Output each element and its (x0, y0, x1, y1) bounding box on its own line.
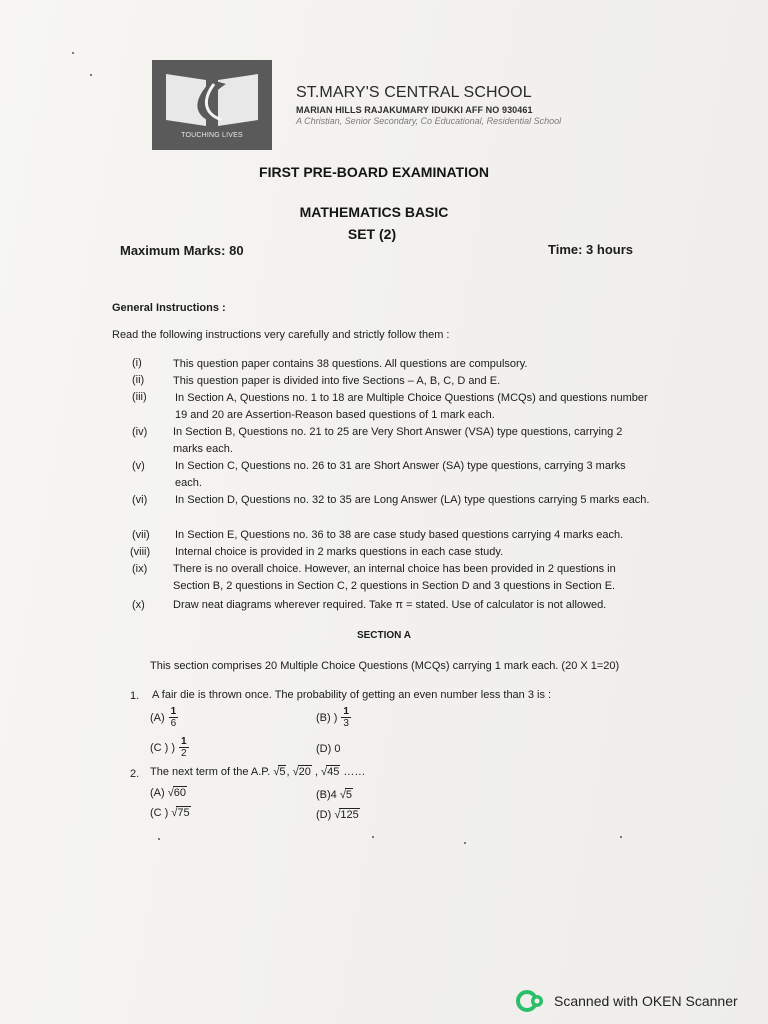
option-c (150, 736, 189, 759)
option-d: (D) √ 125 (316, 808, 359, 821)
radicand: 60 (173, 787, 187, 799)
option-label: (B) ) (316, 711, 338, 724)
school-address: MARIAN HILLS RAJAKUMARY IDUKKI AFF NO 930461 (296, 105, 533, 115)
instructions-intro: Read the following instructions very carefully and strictly follow them : (112, 329, 450, 341)
fraction (169, 706, 179, 729)
school-name: ST.MARY'S CENTRAL SCHOOL (296, 84, 532, 101)
option-label: (D) (316, 808, 332, 821)
exam-subject: MATHEMATICS BASIC (299, 204, 449, 220)
speck (72, 52, 74, 54)
denominator: 3 (343, 718, 349, 729)
radicand: 20 (298, 766, 311, 778)
instruction-text: This question paper is divided into five Sections – A, B, C, D and E. (173, 375, 501, 387)
option-label: (C ) (150, 806, 169, 819)
section-a-description: This section comprises 20 Multiple Choice Questions (MCQs) carrying 1 mark each. (20 X 1=20) (150, 660, 620, 672)
option-c: (C ) √ 75 (150, 806, 190, 819)
numerator: 1 (170, 706, 177, 717)
instruction-text: In Section A, Questions no. 1 to 18 are Multiple Choice Questions (MCQs) and questions number 19 and 20 are Assertion-Reason based questions of 1 mark each. (175, 392, 648, 421)
radicand: 125 (340, 809, 359, 821)
instruction-text: In Section D, Questions no. 32 to 35 are Long Answer (LA) type questions carrying 5 marks each. (175, 494, 650, 506)
question-prefix: The next term of the A.P. (150, 766, 271, 778)
radicand: 5 (345, 789, 352, 801)
instruction-text: This question paper contains 38 questions. All questions are compulsory. (173, 358, 528, 370)
question-number: 1. (130, 690, 140, 702)
instruction-number: (v) (132, 460, 145, 472)
option-text: (D) 0 (316, 743, 341, 755)
school-description: A Christian, Senior Secondary, Co Educational, Residential School (296, 116, 562, 126)
question-text: The next term of the A.P. √5, √20 , √45 …… (150, 766, 366, 778)
speck (158, 838, 160, 840)
max-marks: Maximum Marks: 80 (120, 243, 244, 258)
logo-tagline: TOUCHING LIVES (181, 132, 243, 139)
radicand: 75 (177, 807, 190, 819)
scanner-watermark (516, 990, 738, 1012)
instruction-number: (i) (132, 357, 142, 369)
exam-time: Time: 3 hours (548, 242, 634, 257)
speck (464, 842, 466, 844)
instruction-number: (ix) (132, 563, 148, 575)
fraction (179, 736, 189, 759)
exam-title: FIRST PRE-BOARD EXAMINATION (259, 164, 489, 180)
instruction-text: In Section B, Questions no. 21 to 25 are Very Short Answer (VSA) type questions, carrying 2 marks each. (173, 426, 623, 455)
instruction-number: (x) (132, 599, 145, 611)
option-b: (B)4 √ 5 (316, 788, 352, 801)
speck (620, 836, 622, 838)
question-suffix: …… (343, 766, 366, 778)
section-a-title: SECTION A (356, 630, 412, 641)
instruction-number: (viii) (130, 546, 151, 558)
question-text: A fair die is thrown once. The probability of getting an even number less than 3 is : (152, 689, 552, 701)
denominator: 6 (170, 718, 177, 729)
instruction-text: In Section C, Questions no. 26 to 31 are Short Answer (SA) type questions, carrying 3 marks each. (175, 460, 626, 489)
option-d (316, 743, 340, 755)
school-logo (152, 60, 272, 150)
option-label: (C ) ) (150, 741, 176, 754)
option-b (316, 706, 351, 729)
instruction-text: In Section E, Questions no. 36 to 38 are case study based questions carrying 4 marks each. (175, 529, 624, 541)
instruction-text: There is no overall choice. However, an internal choice has been provided in 2 questions in Section B, 2 questions in Section C, 2 questions in Section D and 3 questions in Section E. (173, 563, 616, 592)
fraction (341, 706, 351, 729)
instruction-number: (iv) (132, 426, 148, 438)
option-label: (B)4 (316, 788, 337, 801)
numerator: 1 (343, 706, 349, 717)
speck (90, 74, 92, 76)
option-a: (A) √ 60 (150, 786, 187, 799)
numerator: 1 (181, 736, 187, 747)
instruction-number: (vi) (132, 494, 148, 506)
option-label: (A) (150, 786, 165, 799)
exam-set: SET (2) (347, 226, 397, 242)
radicand: 5 (279, 766, 286, 778)
instruction-number: (ii) (132, 374, 145, 386)
scanner-logo-icon (516, 990, 546, 1012)
option-label: (A) (150, 711, 165, 724)
instruction-text: Internal choice is provided in 2 marks questions in each case study. (175, 546, 504, 558)
instruction-text: Draw neat diagrams wherever required. Take π = stated. Use of calculator is not allowed. (173, 599, 607, 611)
instructions-heading: General Instructions : (112, 302, 226, 314)
option-a (150, 706, 178, 729)
radicand: 45 (327, 766, 340, 778)
speck (372, 836, 374, 838)
denominator: 2 (181, 748, 187, 759)
scanner-text: Scanned with OKEN Scanner (554, 993, 738, 1009)
instruction-number: (vii) (132, 529, 150, 541)
question-number: 2. (130, 768, 140, 780)
instruction-number: (iii) (132, 391, 147, 403)
